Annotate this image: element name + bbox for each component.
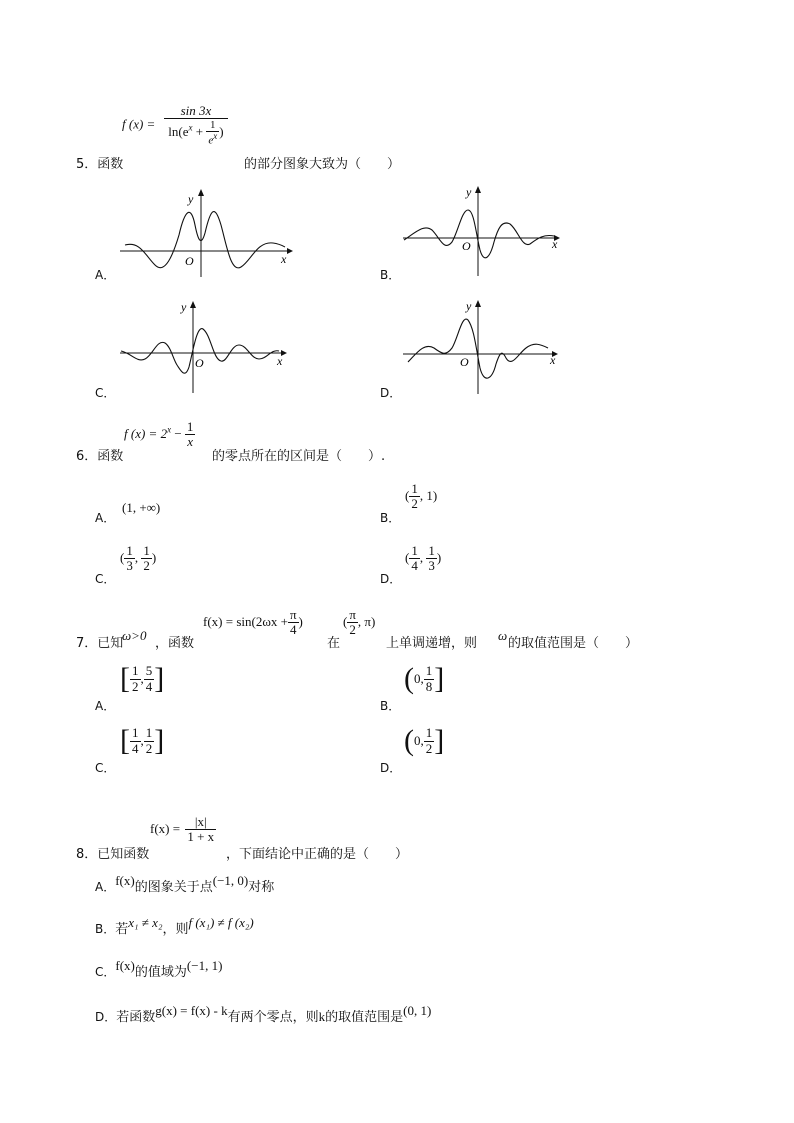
q7-c-n1: 1: [132, 725, 139, 741]
q6-b-num: 1: [411, 481, 418, 496]
q7-c-n2: 1: [145, 725, 153, 741]
q8-c-label: C．: [95, 965, 116, 979]
q6-option-d-value[interactable]: [405, 544, 441, 574]
q6-option-c-value[interactable]: [120, 544, 156, 574]
q6-option-b-label[interactable]: B．: [380, 511, 401, 525]
q7-a-rb: ]: [154, 662, 165, 695]
q7-formula: [203, 608, 303, 638]
q7-b-n: 1: [425, 663, 433, 679]
q8-b-cond: x₁ ≠ x₂: [128, 915, 163, 930]
q8-d-g: g(x) = f(x) - k: [155, 1003, 228, 1018]
q7-int-open: (: [343, 613, 348, 629]
q7-b-lb: (: [404, 662, 414, 695]
q7-c-rb: ]: [154, 724, 165, 757]
q7-f-4: 4: [290, 622, 297, 638]
q6-c-n1: 1: [126, 543, 133, 558]
q5-option-a-label[interactable]: A．: [95, 268, 116, 282]
q5-option-b-label[interactable]: B．: [380, 268, 401, 282]
q5-f-lhs: f (x) =: [122, 116, 156, 132]
q6-b-den: 2: [411, 496, 418, 512]
q5-d-axis-x: x: [550, 353, 556, 367]
q5-den-sup: x: [188, 122, 193, 133]
q7-int-close: , π): [357, 613, 376, 629]
q6-f-den: x: [187, 434, 194, 450]
q7-d-d: 2: [425, 740, 433, 756]
q8-f-den: 1 + x: [187, 829, 215, 845]
q7-f-pi: π: [289, 607, 297, 622]
q7-f-close: ): [298, 613, 303, 629]
q7-c-lb: [: [120, 724, 130, 757]
q7-interval: [343, 608, 375, 638]
q8-stem: [76, 843, 149, 862]
q7-d-rb: ]: [434, 724, 445, 757]
q5-number: 5．: [76, 157, 98, 172]
q5-option-c-label[interactable]: C．: [95, 386, 116, 400]
q7-option-d-label[interactable]: D．: [380, 761, 402, 775]
q8-prefix: 已知函数: [97, 847, 150, 862]
q5-graph-c[interactable]: [115, 295, 295, 395]
q7-option-b-value[interactable]: [404, 664, 444, 694]
q7-stem-start: [76, 632, 123, 651]
q7-d-zero: 0,: [414, 733, 424, 748]
q8-option-a[interactable]: [95, 873, 275, 895]
q7-a-d1: 2: [132, 678, 139, 694]
q6-c-d2: 2: [143, 558, 150, 574]
q6-d-d1: 4: [411, 558, 418, 574]
q8-b-text1: 若: [115, 922, 129, 937]
q6-option-a-value[interactable]: (1, +∞): [122, 500, 161, 515]
q8-b-res: f (x₁) ≠ f (x₂): [188, 915, 254, 930]
q7-b-d: 8: [425, 678, 433, 694]
q7-option-b-label[interactable]: B．: [380, 699, 401, 713]
q8-d-range: (0, 1): [403, 1003, 432, 1018]
q5-c-origin: O: [195, 356, 204, 370]
q8-c-fx: f(x): [115, 958, 135, 973]
q6-f-sup: x: [167, 424, 172, 435]
q6-c-d1: 3: [126, 558, 133, 574]
q8-a-text2: 对称: [248, 880, 275, 895]
q7-b-rb: ]: [434, 662, 445, 695]
q8-suffix: ，下面结论中正确的是（ ）: [226, 847, 409, 862]
q5-graph-d[interactable]: [398, 292, 568, 397]
q6-c-open: (: [120, 549, 125, 565]
q7-c-d1: 4: [132, 740, 139, 756]
q7-a-lb: [: [120, 662, 130, 695]
q5-den-d: ): [219, 124, 224, 140]
q5-a-axis-y: y: [188, 192, 194, 206]
q8-d-label: D．: [95, 1010, 117, 1024]
q7-c-comma: ,: [140, 733, 144, 748]
q7-suffix: 的取值范围是（ ）: [508, 636, 639, 651]
q7-d-lb: (: [404, 724, 414, 757]
q6-f-minus: −: [171, 425, 185, 441]
q6-d-open: (: [405, 549, 410, 565]
q8-option-c[interactable]: [95, 958, 223, 980]
q7-mid1: ，函数: [155, 636, 195, 651]
q7-option-d-value[interactable]: [404, 726, 444, 756]
q6-d-close: ): [436, 549, 442, 565]
q5-den-b: +: [192, 124, 207, 140]
q6-prefix: 函数: [97, 449, 124, 464]
q6-option-d-label[interactable]: D．: [380, 572, 402, 586]
q5-b-axis-y: y: [466, 185, 472, 199]
q8-option-d[interactable]: [95, 1003, 432, 1025]
q8-a-label: A．: [95, 880, 116, 894]
q7-omega: ω: [498, 628, 508, 643]
q6-option-a-label[interactable]: A．: [95, 511, 116, 525]
q8-number: 8．: [76, 847, 98, 862]
q5-suffix: 的部分图象大致为（ ）: [244, 157, 401, 172]
q6-c-close: ): [151, 549, 157, 565]
q6-c-comma: ,: [134, 549, 142, 565]
q6-d-n1: 1: [411, 543, 418, 558]
q8-a-text1: 的图象关于点: [134, 880, 213, 895]
q5-f-num: sin 3x: [180, 103, 212, 118]
q5-stem: [76, 153, 123, 172]
q7-option-c-value[interactable]: [120, 726, 164, 756]
q5-d-origin: O: [460, 355, 469, 369]
q7-a-comma: ,: [140, 671, 144, 686]
q6-d-d2: 3: [428, 558, 435, 574]
q6-f-num: 1: [186, 419, 194, 434]
q6-option-c-label[interactable]: C．: [95, 572, 116, 586]
q7-prefix: 已知: [97, 636, 124, 651]
q7-int-2: 2: [349, 622, 356, 638]
q7-mid2: 上单调递增，则: [386, 636, 478, 651]
q8-a-fx: f(x): [115, 873, 135, 888]
q8-f-lhs: f(x) =: [150, 820, 181, 836]
q5-den-a: ln(e: [168, 124, 189, 140]
q6-f-lhs: f (x) = 2: [124, 425, 168, 441]
q5-graph-b[interactable]: [398, 180, 568, 280]
q8-d-text2: 有两个零点，则: [227, 1010, 319, 1025]
q5-a-origin: O: [185, 254, 194, 268]
q8-c-text1: 的值域为: [134, 965, 187, 980]
q7-a-n2: 5: [145, 663, 153, 679]
q6-d-comma: ,: [419, 549, 427, 565]
q7-int-pi: π: [349, 607, 356, 622]
q5-option-d-label[interactable]: D．: [380, 386, 402, 400]
q6-number: 6．: [76, 449, 98, 464]
q5-c-axis-x: x: [277, 354, 283, 368]
q7-a-d2: 4: [145, 678, 153, 694]
q7-a-n1: 1: [132, 663, 139, 679]
q5-b-origin: O: [462, 239, 471, 253]
q8-b-text2: ，则: [162, 922, 189, 937]
q8-c-range: (−1, 1): [186, 958, 223, 973]
q7-on: 在: [327, 636, 341, 651]
q7-d-n: 1: [425, 725, 433, 741]
q5-den-c-num: 1: [210, 119, 216, 132]
q5-den-c-den: e: [208, 135, 214, 148]
q8-a-pt: (−1, 0): [212, 873, 249, 888]
q6-c-n2: 1: [143, 543, 150, 558]
q7-b-zero: 0,: [414, 671, 424, 686]
q8-formula: [150, 815, 216, 845]
q6-formula: [124, 420, 195, 450]
q8-f-num: |x|: [194, 814, 207, 829]
q8-d-text3: 的取值范围是: [325, 1010, 404, 1025]
q6-b-open: (: [405, 487, 410, 503]
q5-graph-a[interactable]: [115, 185, 295, 280]
q6-stem: [76, 445, 123, 464]
q7-option-c-label[interactable]: C．: [95, 761, 116, 775]
q5-prefix: 函数: [97, 157, 124, 172]
q5-den-c-sup: x: [213, 131, 218, 142]
q6-option-b-value[interactable]: [405, 482, 437, 512]
q8-d-k: k: [318, 1009, 326, 1024]
q5-formula: [122, 104, 229, 147]
q5-a-axis-x: x: [281, 252, 287, 266]
q7-option-a-label[interactable]: A．: [95, 699, 116, 713]
q7-f-a: f(x) = sin(2ωx +: [203, 613, 288, 629]
q8-option-b[interactable]: [95, 915, 254, 937]
q7-omega-cond: ω>0: [122, 628, 147, 643]
q5-c-axis-y: y: [181, 300, 187, 314]
q7-c-d2: 2: [145, 740, 153, 756]
q6-d-n2: 1: [428, 543, 435, 558]
q5-b-axis-x: x: [552, 237, 558, 251]
q6-b-close: , 1): [419, 487, 438, 503]
q5-d-axis-y: y: [466, 299, 472, 313]
q8-b-label: B．: [95, 922, 116, 936]
q7-number: 7．: [76, 636, 98, 651]
q6-suffix: 的零点所在的区间是（ ）.: [212, 449, 386, 464]
q8-d-text1: 若函数: [116, 1010, 156, 1025]
q7-option-a-value[interactable]: [120, 664, 164, 694]
